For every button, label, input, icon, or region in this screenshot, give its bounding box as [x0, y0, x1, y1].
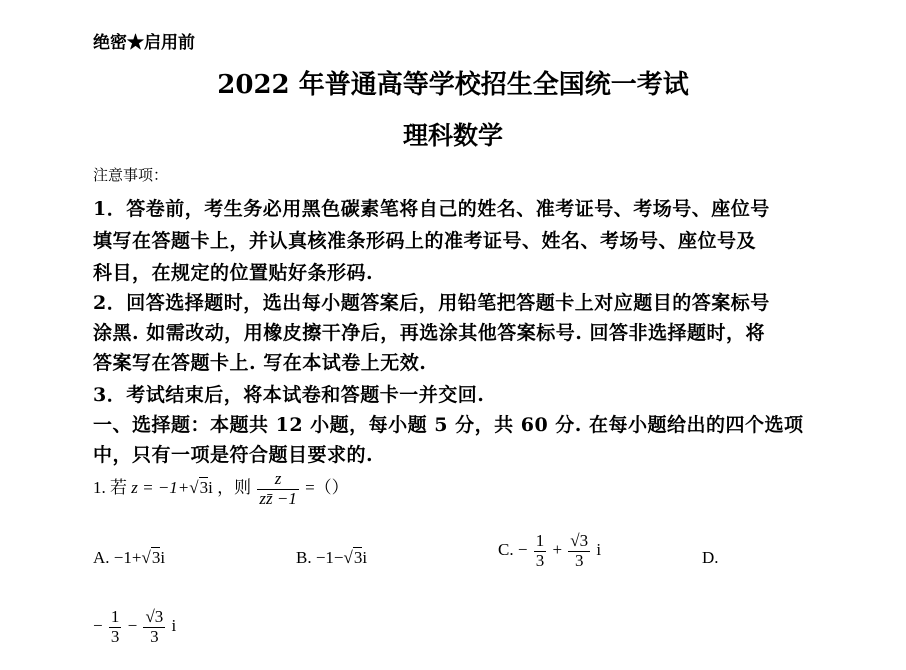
option-c-plus: + [552, 540, 563, 560]
option-d-f1-num: 1 [110, 607, 120, 626]
option-d-f2-num: √3 [145, 607, 164, 626]
option-c-sign: − [517, 540, 528, 560]
sqrt-symbol: √ [189, 478, 199, 498]
question-prefix: 若 [110, 478, 127, 498]
question-1 [93, 470, 349, 508]
notice-line-1: 1．答卷前，考生务必用黑色碳素笔将自己的姓名、准考证号、考场号、座位号 [93, 198, 770, 220]
option-c-f1-num: 1 [535, 531, 545, 550]
exam-subject: 理科数学 [402, 121, 503, 150]
option-a-label: A. [93, 548, 110, 567]
option-d-sign: − [93, 616, 103, 636]
option-c-f2-den: 3 [574, 550, 584, 570]
sqrt-symbol: √ [343, 548, 353, 567]
option-c [498, 532, 601, 570]
option-a-radicand: 3 [151, 548, 161, 567]
notice-heading: 注意事项： [93, 166, 169, 184]
question-fraction [257, 470, 298, 508]
option-a [93, 548, 165, 568]
sqrt-radicand: 3 [199, 478, 209, 498]
option-d-fraction-1 [109, 608, 122, 646]
option-b [296, 548, 367, 568]
option-d [93, 608, 176, 646]
option-b-label: B. [296, 548, 312, 567]
option-b-radicand: 3 [353, 548, 363, 567]
option-d-i: i [171, 616, 177, 636]
option-a-prefix: −1+ [113, 548, 142, 567]
notice-line-7: 3．考试结束后，将本试卷和答题卡一并交回. [93, 384, 485, 406]
option-d-minus: − [127, 616, 138, 636]
option-d-f1-den: 3 [110, 626, 120, 646]
option-c-fraction-1 [534, 532, 547, 570]
option-b-i: i [362, 548, 368, 567]
question-equals: =（） [305, 478, 349, 498]
option-d-label: D. [702, 548, 719, 567]
option-c-f1-den: 3 [535, 550, 545, 570]
option-d-f2-den: 3 [150, 626, 159, 646]
section-instruction-line-2: 中，只有一项是符合题目要求的. [93, 444, 374, 466]
exam-title: 2022 年普通高等学校招生全国统一考试 [217, 70, 689, 100]
sqrt-symbol: √ [141, 548, 151, 567]
question-number: 1. [93, 478, 106, 498]
question-z-expr: z = −1+ [131, 478, 190, 498]
notice-line-4: 2．回答选择题时，选出每小题答案后，用铅笔把答题卡上对应题目的答案标号 [93, 292, 770, 314]
option-c-fraction-2 [568, 532, 590, 570]
option-c-f2-num: √3 [570, 531, 589, 550]
secret-mark: 绝密★启用前 [93, 33, 195, 53]
option-c-i: i [596, 540, 602, 560]
notice-line-6: 答案写在答题卡上. 写在本试卷上无效. [93, 352, 427, 374]
question-then: ，则 [217, 478, 252, 498]
option-a-i: i [160, 548, 166, 567]
imaginary-unit: i [208, 478, 213, 498]
fraction-denominator: zz̄ −1 [259, 488, 297, 508]
notice-line-3: 科目，在规定的位置贴好条形码. [93, 262, 374, 284]
section-instruction-line-1: 一、选择题：本题共 12 小题，每小题 5 分，共 60 分. 在每小题给出的四个选项 [93, 414, 804, 436]
notice-line-2: 填写在答题卡上，并认真核准条形码上的准考证号、姓名、考场号、座位号及 [93, 230, 757, 252]
notice-line-5: 涂黑. 如需改动，用橡皮擦干净后，再选涂其他答案标号. 回答非选择题时，将 [93, 322, 765, 344]
option-b-prefix: −1− [315, 548, 344, 567]
option-c-label: C. [498, 540, 514, 560]
option-d-fraction-2 [143, 608, 165, 646]
fraction-numerator: z [257, 470, 298, 490]
